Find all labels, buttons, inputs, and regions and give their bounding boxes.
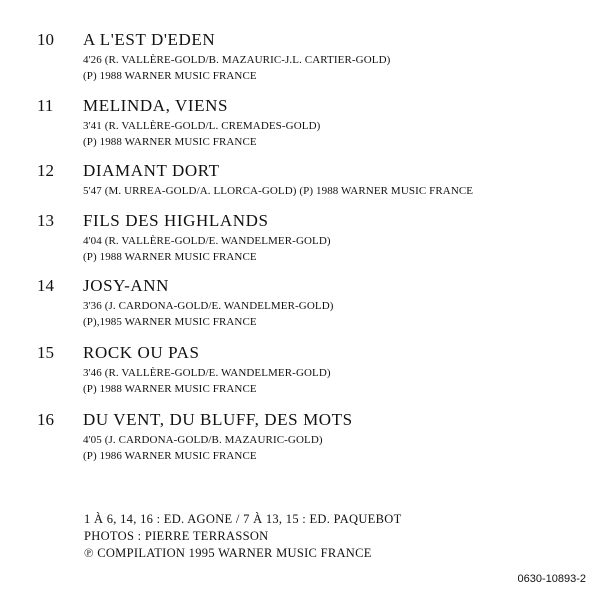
track-credits: 4'05 (J. CARDONA-GOLD/B. MAZAURIC-GOLD) [83, 434, 323, 446]
track-title: MELINDA, VIENS [83, 96, 229, 115]
track-credits: 4'26 (R. VALLÈRE-GOLD/B. MAZAURIC-J.L. CARTIER-GOLD) [83, 54, 391, 66]
track-credits: 5'47 (M. URREA-GOLD/A. LLORCA-GOLD) (P) 1988 WARNER MUSIC FRANCE [83, 185, 474, 197]
track-copyright: (P) 1988 WARNER MUSIC FRANCE [83, 383, 257, 395]
track-title: JOSY-ANN [83, 276, 170, 295]
track-title: DIAMANT DORT [83, 161, 220, 180]
track-copyright: (P) 1988 WARNER MUSIC FRANCE [83, 251, 257, 263]
compilation-copyright: ℗ COMPILATION 1995 WARNER MUSIC FRANCE [84, 546, 372, 560]
track-number: 10 [37, 30, 54, 49]
track-number: 16 [37, 410, 54, 429]
track-copyright: (P),1985 WARNER MUSIC FRANCE [83, 316, 257, 328]
track-number: 14 [37, 276, 54, 295]
track-title: A L'EST D'EDEN [83, 30, 216, 49]
track-title: DU VENT, DU BLUFF, DES MOTS [83, 410, 353, 429]
photos-credit: PHOTOS : PIERRE TERRASSON [84, 529, 269, 543]
track-copyright: (P) 1988 WARNER MUSIC FRANCE [83, 70, 257, 82]
track-number: 12 [37, 161, 54, 180]
track-number: 15 [37, 343, 54, 362]
track-number: 13 [37, 211, 54, 230]
track-title: FILS DES HIGHLANDS [83, 211, 269, 230]
track-credits: 3'36 (J. CARDONA-GOLD/E. WANDELMER-GOLD) [83, 300, 334, 312]
track-credits: 4'04 (R. VALLÈRE-GOLD/E. WANDELMER-GOLD) [83, 235, 331, 247]
catalog-number: 0630-10893-2 [517, 573, 586, 585]
track-number: 11 [37, 96, 54, 115]
track-credits: 3'41 (R. VALLÈRE-GOLD/L. CREMADES-GOLD) [83, 120, 321, 132]
track-copyright: (P) 1986 WARNER MUSIC FRANCE [83, 450, 257, 462]
track-credits: 3'46 (R. VALLÈRE-GOLD/E. WANDELMER-GOLD) [83, 367, 331, 379]
editions-credit: 1 À 6, 14, 16 : ED. AGONE / 7 À 13, 15 : ED. PAQUEBOT [84, 512, 402, 526]
track-copyright: (P) 1988 WARNER MUSIC FRANCE [83, 136, 257, 148]
track-title: ROCK OU PAS [83, 343, 200, 362]
